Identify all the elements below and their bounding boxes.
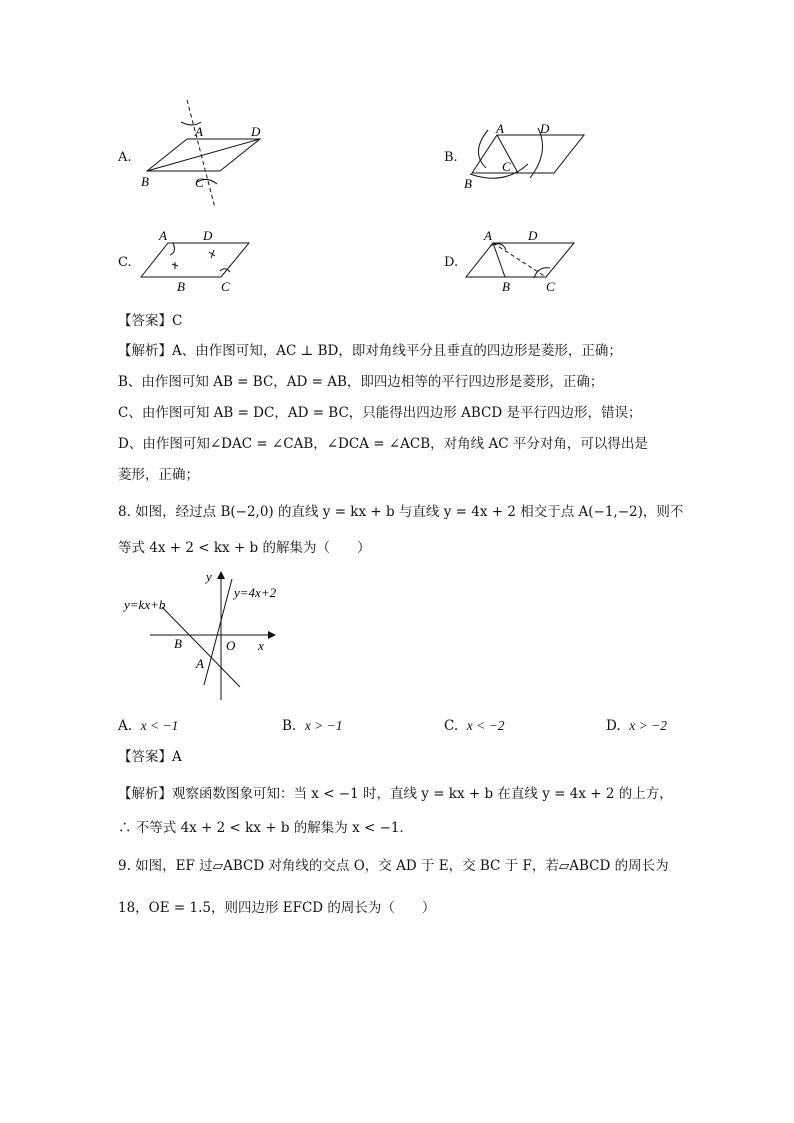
option-d-label-b: B	[502, 279, 510, 294]
q8-option-d	[606, 716, 667, 736]
option-a-label-c: C	[195, 175, 204, 190]
q8-option-c	[444, 716, 504, 736]
q8-graph	[118, 565, 283, 710]
q7-answer-value: C	[172, 313, 183, 329]
q8-option-b	[282, 716, 343, 736]
x-axis-arrow	[268, 631, 276, 639]
q8-stem-line-1: 8. 如图，经过点 B(−2,0) 的直线 y = kx + b 与直线 y = 4x + 2 相交于点 A(−1,−2)，则不	[118, 504, 684, 520]
q8-option-b-text: x > −1	[304, 718, 343, 733]
label-kx-plus-b: y=kx+b	[124, 597, 166, 612]
q8-analysis-tag: 【解析】	[118, 786, 172, 802]
y-axis-label: y	[206, 569, 212, 584]
option-c-figure	[135, 228, 260, 296]
q8-option-a	[118, 716, 178, 736]
option-c-label-b: B	[177, 279, 185, 294]
q7-analysis-line-5: 菱形，正确；	[118, 467, 199, 483]
option-c-label-d: D	[203, 228, 213, 243]
q8-option-d-letter: D.	[606, 718, 621, 734]
option-a-label-b: B	[141, 174, 149, 189]
option-a-label-a: A	[195, 124, 203, 139]
q7-answer	[118, 311, 182, 331]
label-4x-plus-2: y=4x+2	[234, 585, 277, 600]
option-d-label-a: A	[484, 228, 492, 243]
option-d-letter: D.	[444, 255, 459, 270]
option-b-label-a: A	[496, 121, 504, 136]
option-d-label-d: D	[528, 228, 538, 243]
q8-option-a-text: x < −1	[140, 718, 179, 733]
option-a-label-d: D	[251, 124, 261, 139]
line-4x-plus-2	[204, 579, 232, 685]
y-axis-arrow	[217, 571, 225, 579]
option-b-label-d: D	[540, 121, 550, 136]
q8-answer-tag: 【答案】	[118, 749, 172, 765]
option-d-label-c: C	[546, 279, 555, 294]
q9-stem-line-2: 18，OE = 1.5，则四边形 EFCD 的周长为（ ）	[118, 900, 436, 916]
q8-option-d-text: x > −2	[629, 718, 667, 733]
q9-stem-line-1: 9. 如图，EF 过▱ABCD 对角线的交点 O，交 AD 于 E，交 BC 于 F，若▱ABCD 的周长为	[118, 858, 669, 874]
option-a-letter: A.	[118, 150, 132, 165]
option-c-letter: C.	[118, 255, 132, 270]
q8-analysis-line-1	[118, 784, 673, 804]
option-c-label-a: A	[159, 228, 167, 243]
point-b-label: B	[174, 636, 182, 651]
q7-analysis-line-4: D、由作图可知∠DAC = ∠CAB，∠DCA = ∠ACB，对角线 AC 平分对角，可以得出是	[118, 436, 648, 452]
option-b-letter: B.	[444, 150, 458, 165]
q7-analysis-text-1: A、由作图可知，AC ⊥ BD，即对角线平分且垂直的四边形是菱形，正确；	[172, 343, 622, 359]
option-b-figure	[460, 118, 590, 193]
option-c-label-c: C	[221, 279, 230, 294]
q7-analysis-tag: 【解析】	[118, 343, 172, 359]
q8-analysis-text-1: 观察函数图象可知：当 x < −1 时，直线 y = kx + b 在直线 y = 4x + 2 的上方，	[172, 786, 673, 802]
q8-answer-value: A	[172, 749, 182, 765]
q8-analysis-line-2: ∴ 不等式 4x + 2 < kx + b 的解集为 x < −1．	[118, 820, 413, 836]
q7-analysis-line-3: C、由作图可知 AB = DC，AD = BC，只能得出四边形 ABCD 是平行四边形，错误；	[118, 405, 642, 421]
q7-answer-tag: 【答案】	[118, 313, 172, 329]
option-d-figure	[460, 228, 585, 296]
q7-analysis-line-2: B、由作图可知 AB = BC，AD = AB，即四边相等的平行四边形是菱形，正确；	[118, 374, 604, 390]
x-axis-label: x	[258, 638, 264, 653]
option-b-label-b: B	[464, 176, 472, 191]
option-a-figure	[135, 98, 270, 213]
option-b-label-c: C	[502, 159, 511, 174]
q8-stem-line-2: 等式 4x + 2 < kx + b 的解集为（ ）	[118, 540, 371, 556]
q8-answer	[118, 747, 182, 767]
q8-option-b-letter: B.	[282, 718, 297, 734]
point-a-label: A	[196, 656, 204, 671]
origin-label: O	[226, 638, 236, 653]
q8-option-c-text: x < −2	[466, 718, 505, 733]
q8-option-a-letter: A.	[118, 718, 133, 734]
q7-analysis-line-1	[118, 341, 622, 361]
q8-option-c-letter: C.	[444, 718, 459, 734]
